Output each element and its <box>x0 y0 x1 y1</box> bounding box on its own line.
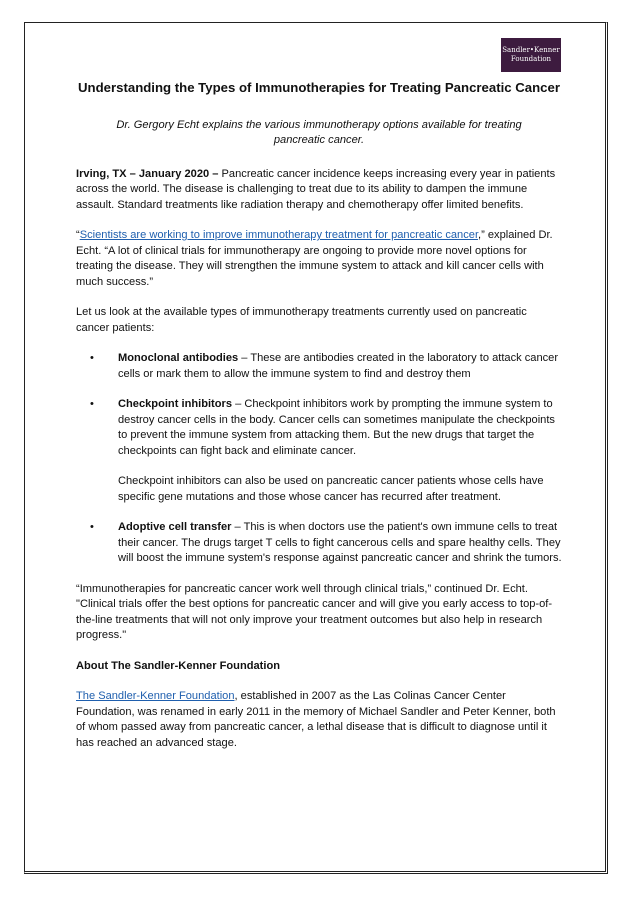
item-term: Adoptive cell transfer <box>118 521 232 533</box>
quote-paragraph-2: “Immunotherapies for pancreatic cancer work well through clinical trials,” continued Dr. Echt. "Clinical trials offer the best options for pancreatic cancer and will give you early access to top-of-the-line treatments that will not only improve your treatment outcomes but also help in research progress." <box>76 582 553 641</box>
dateline: Irving, TX – January 2020 – <box>76 167 219 180</box>
item-term: Checkpoint inhibitors <box>118 398 233 410</box>
treatment-list <box>76 351 562 567</box>
foundation-link[interactable]: The Sandler-Kenner Foundation <box>76 690 235 702</box>
item-text: – This is when doctors use the patient's own immune cells to treat their cancer. The drugs target T cells to fight cancerous cells and spare healthy cells. They will boost the immune system's response against pancreatic cancer and shrink the tumors. <box>118 521 562 564</box>
list-item <box>76 351 562 382</box>
intro-paragraph <box>76 167 562 214</box>
logo-line-1: Sandler•Kenner <box>502 46 560 54</box>
quote-open: “ <box>76 229 80 241</box>
bullet: • <box>90 398 94 410</box>
item-text: – Checkpoint inhibitors work by prompting the immune system to destroy cancer cells in the body. Cancer cells can sometimes manipulate the checkpoints to prevent the immune system from attacking them. But the new drugs that target the checkpoints can fight back and eliminate cancer. <box>118 398 555 457</box>
bullet: • <box>90 521 94 533</box>
about-heading: About The Sandler-Kenner Foundation <box>76 659 280 672</box>
bullet: • <box>90 352 94 364</box>
list-item <box>76 397 562 505</box>
list-intro: Let us look at the available types of immunotherapy treatments currently used on pancreatic cancer patients: <box>76 306 527 334</box>
item-extra: Checkpoint inhibitors can also be used on pancreatic cancer patients whose cells have specific gene mutations and those whose cancer has recurred after treatment. <box>118 475 544 503</box>
document-title: Understanding the Types of Immunotherapies for Treating Pancreatic Cancer <box>78 80 560 95</box>
intro-text: Pancreatic cancer incidence keeps increasing every year in patients across the world. The disease is challenging to treat due to its ability to dampen the immune assault. Standard treatments like radiation therapy and chemotherapy offer limited benefits. <box>76 167 556 211</box>
list-item <box>76 520 562 567</box>
item-text: – These are antibodies created in the laboratory to attack cancer cells or mark them to allow the immune system to find and destroy them <box>118 352 559 380</box>
scientists-link[interactable]: Scientists are working to improve immunotherapy treatment for pancreatic cancer <box>79 229 479 241</box>
quote-paragraph-1 <box>76 228 562 290</box>
document-subtitle: Dr. Gergory Echt explains the various immunotherapy options available for treating pancreatic cancer. <box>116 118 522 146</box>
logo-line-2: Foundation <box>510 55 552 63</box>
quote-rest: ,” explained Dr. Echt. “A lot of clinical trials for immunotherapy are ongoing to provide more novel options for treating the disease. They will strengthen the immune system to attack and kill cancer cells with much success.” <box>76 229 553 288</box>
item-term: Monoclonal antibodies <box>118 352 239 364</box>
about-paragraph <box>76 689 562 751</box>
foundation-logo <box>501 38 561 72</box>
document-body <box>76 80 562 766</box>
about-text: , established in 2007 as the Las Colinas Cancer Center Foundation, was renamed in early 2011 in the memory of Michael Sandler and Peter Kenner, both of whom passed away from pancreatic cancer, a lethal disease that is difficult to diagnose until it has reached an advanced stage. <box>76 690 556 749</box>
